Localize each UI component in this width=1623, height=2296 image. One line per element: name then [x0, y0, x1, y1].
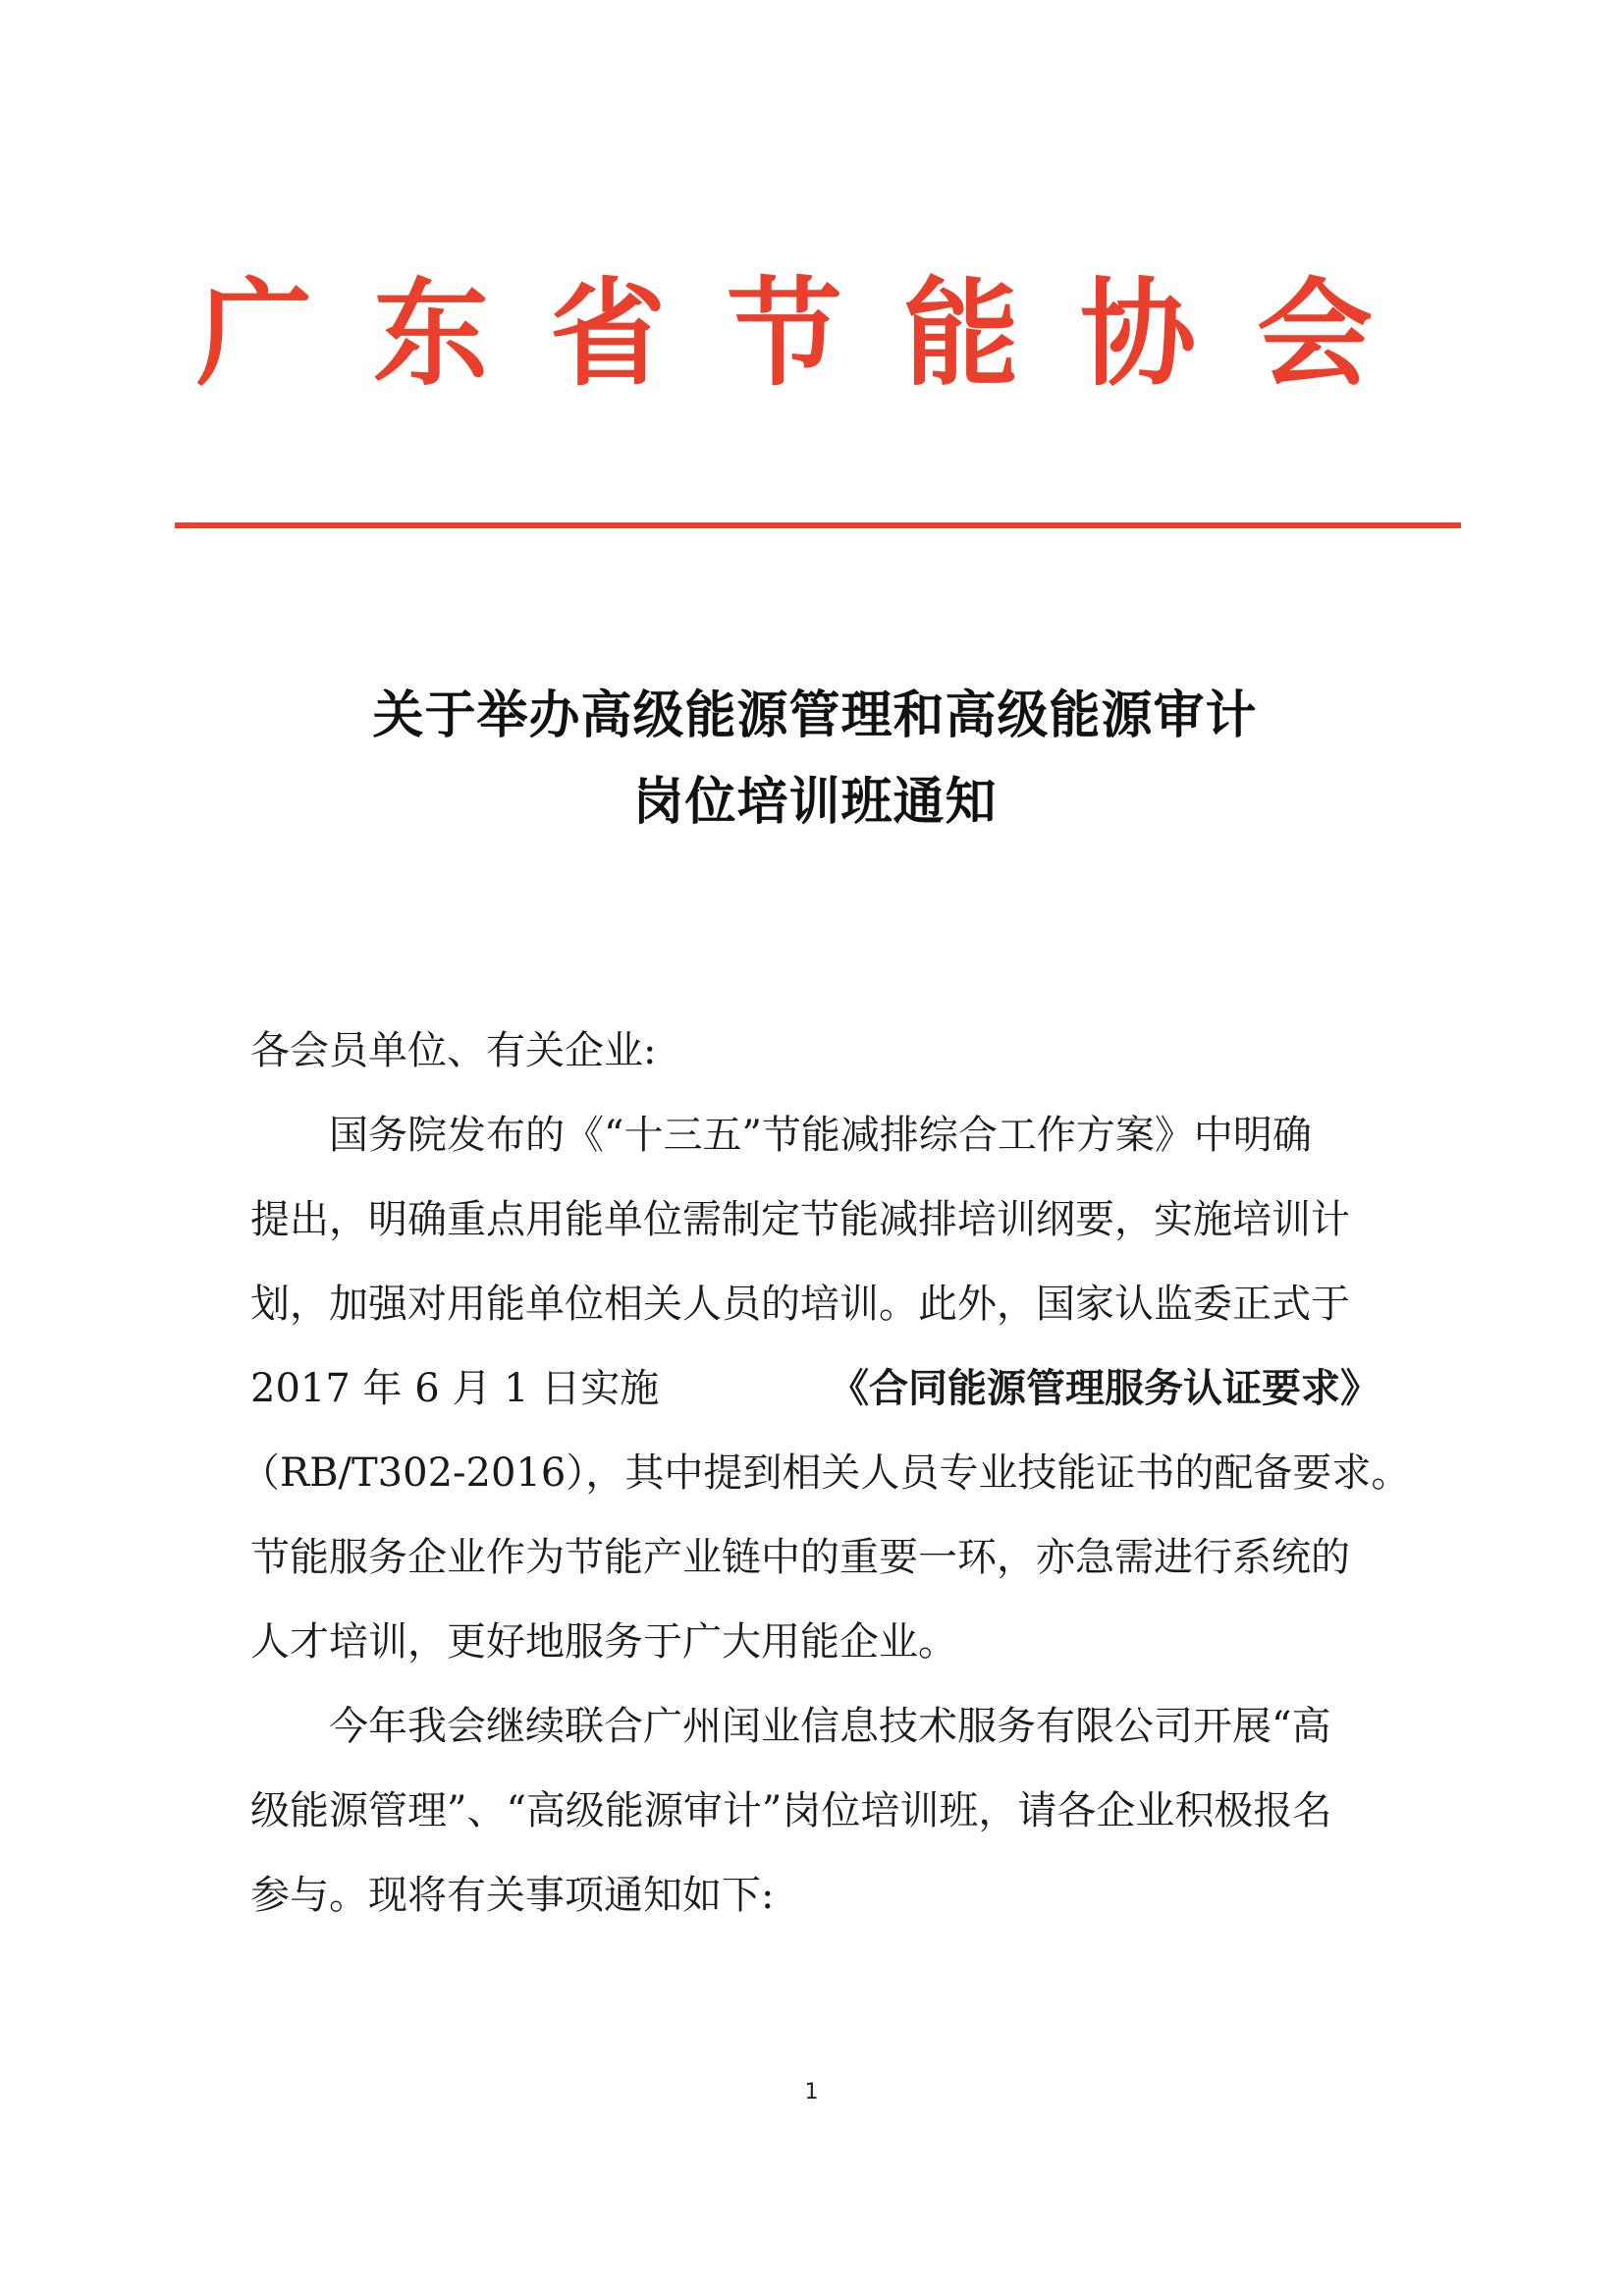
letterhead-red-rule [175, 522, 1461, 528]
paragraph-1-line-2: 提出，明确重点用能单位需制定节能减排培训纲要，实施培训计 [250, 1197, 1350, 1242]
paragraph-1-line-4 [250, 1359, 1380, 1418]
document-title [177, 673, 1453, 846]
letterhead-org-name: 广东省节能协会 [195, 266, 1434, 402]
title-line-1: 关于举办高级能源管理和高级能源审计 [372, 686, 1258, 745]
standard-title: 《合同能源管理服务认证要求》 [830, 1365, 1380, 1411]
title-line-2: 岗位培训班通知 [632, 773, 998, 832]
paragraph-2-line-3: 参与。现将有关事项通知如下: [250, 1873, 775, 1918]
salutation: 各会员单位、有关企业: [250, 1028, 657, 1073]
paragraph-1-line-3: 划，加强对用能单位相关人员的培训。此外，国家认监委正式于 [250, 1282, 1350, 1327]
paragraph-2-line-1: 今年我会继续联合广州闰业信息技术服务有限公司开展“高 [329, 1704, 1331, 1749]
page-number: 1 [804, 2080, 819, 2105]
paragraph-1-line-6: 节能服务企业作为节能产业链中的重要一环，亦急需进行系统的 [250, 1535, 1350, 1580]
implementation-date: 2017 年 6 月 1 日实施 [250, 1366, 660, 1411]
paragraph-1-line-5: （RB/T302-2016），其中提到相关人员专业技能证书的配备要求。 [241, 1450, 1411, 1496]
paragraph-1-line-7: 人才培训，更好地服务于广大用能企业。 [250, 1619, 957, 1665]
paragraph-1-line-1: 国务院发布的《“十三五”节能减排综合工作方案》中明确 [329, 1113, 1312, 1158]
paragraph-2-line-2: 级能源管理”、“高级能源审计”岗位培训班，请各企业积极报名 [250, 1788, 1332, 1833]
